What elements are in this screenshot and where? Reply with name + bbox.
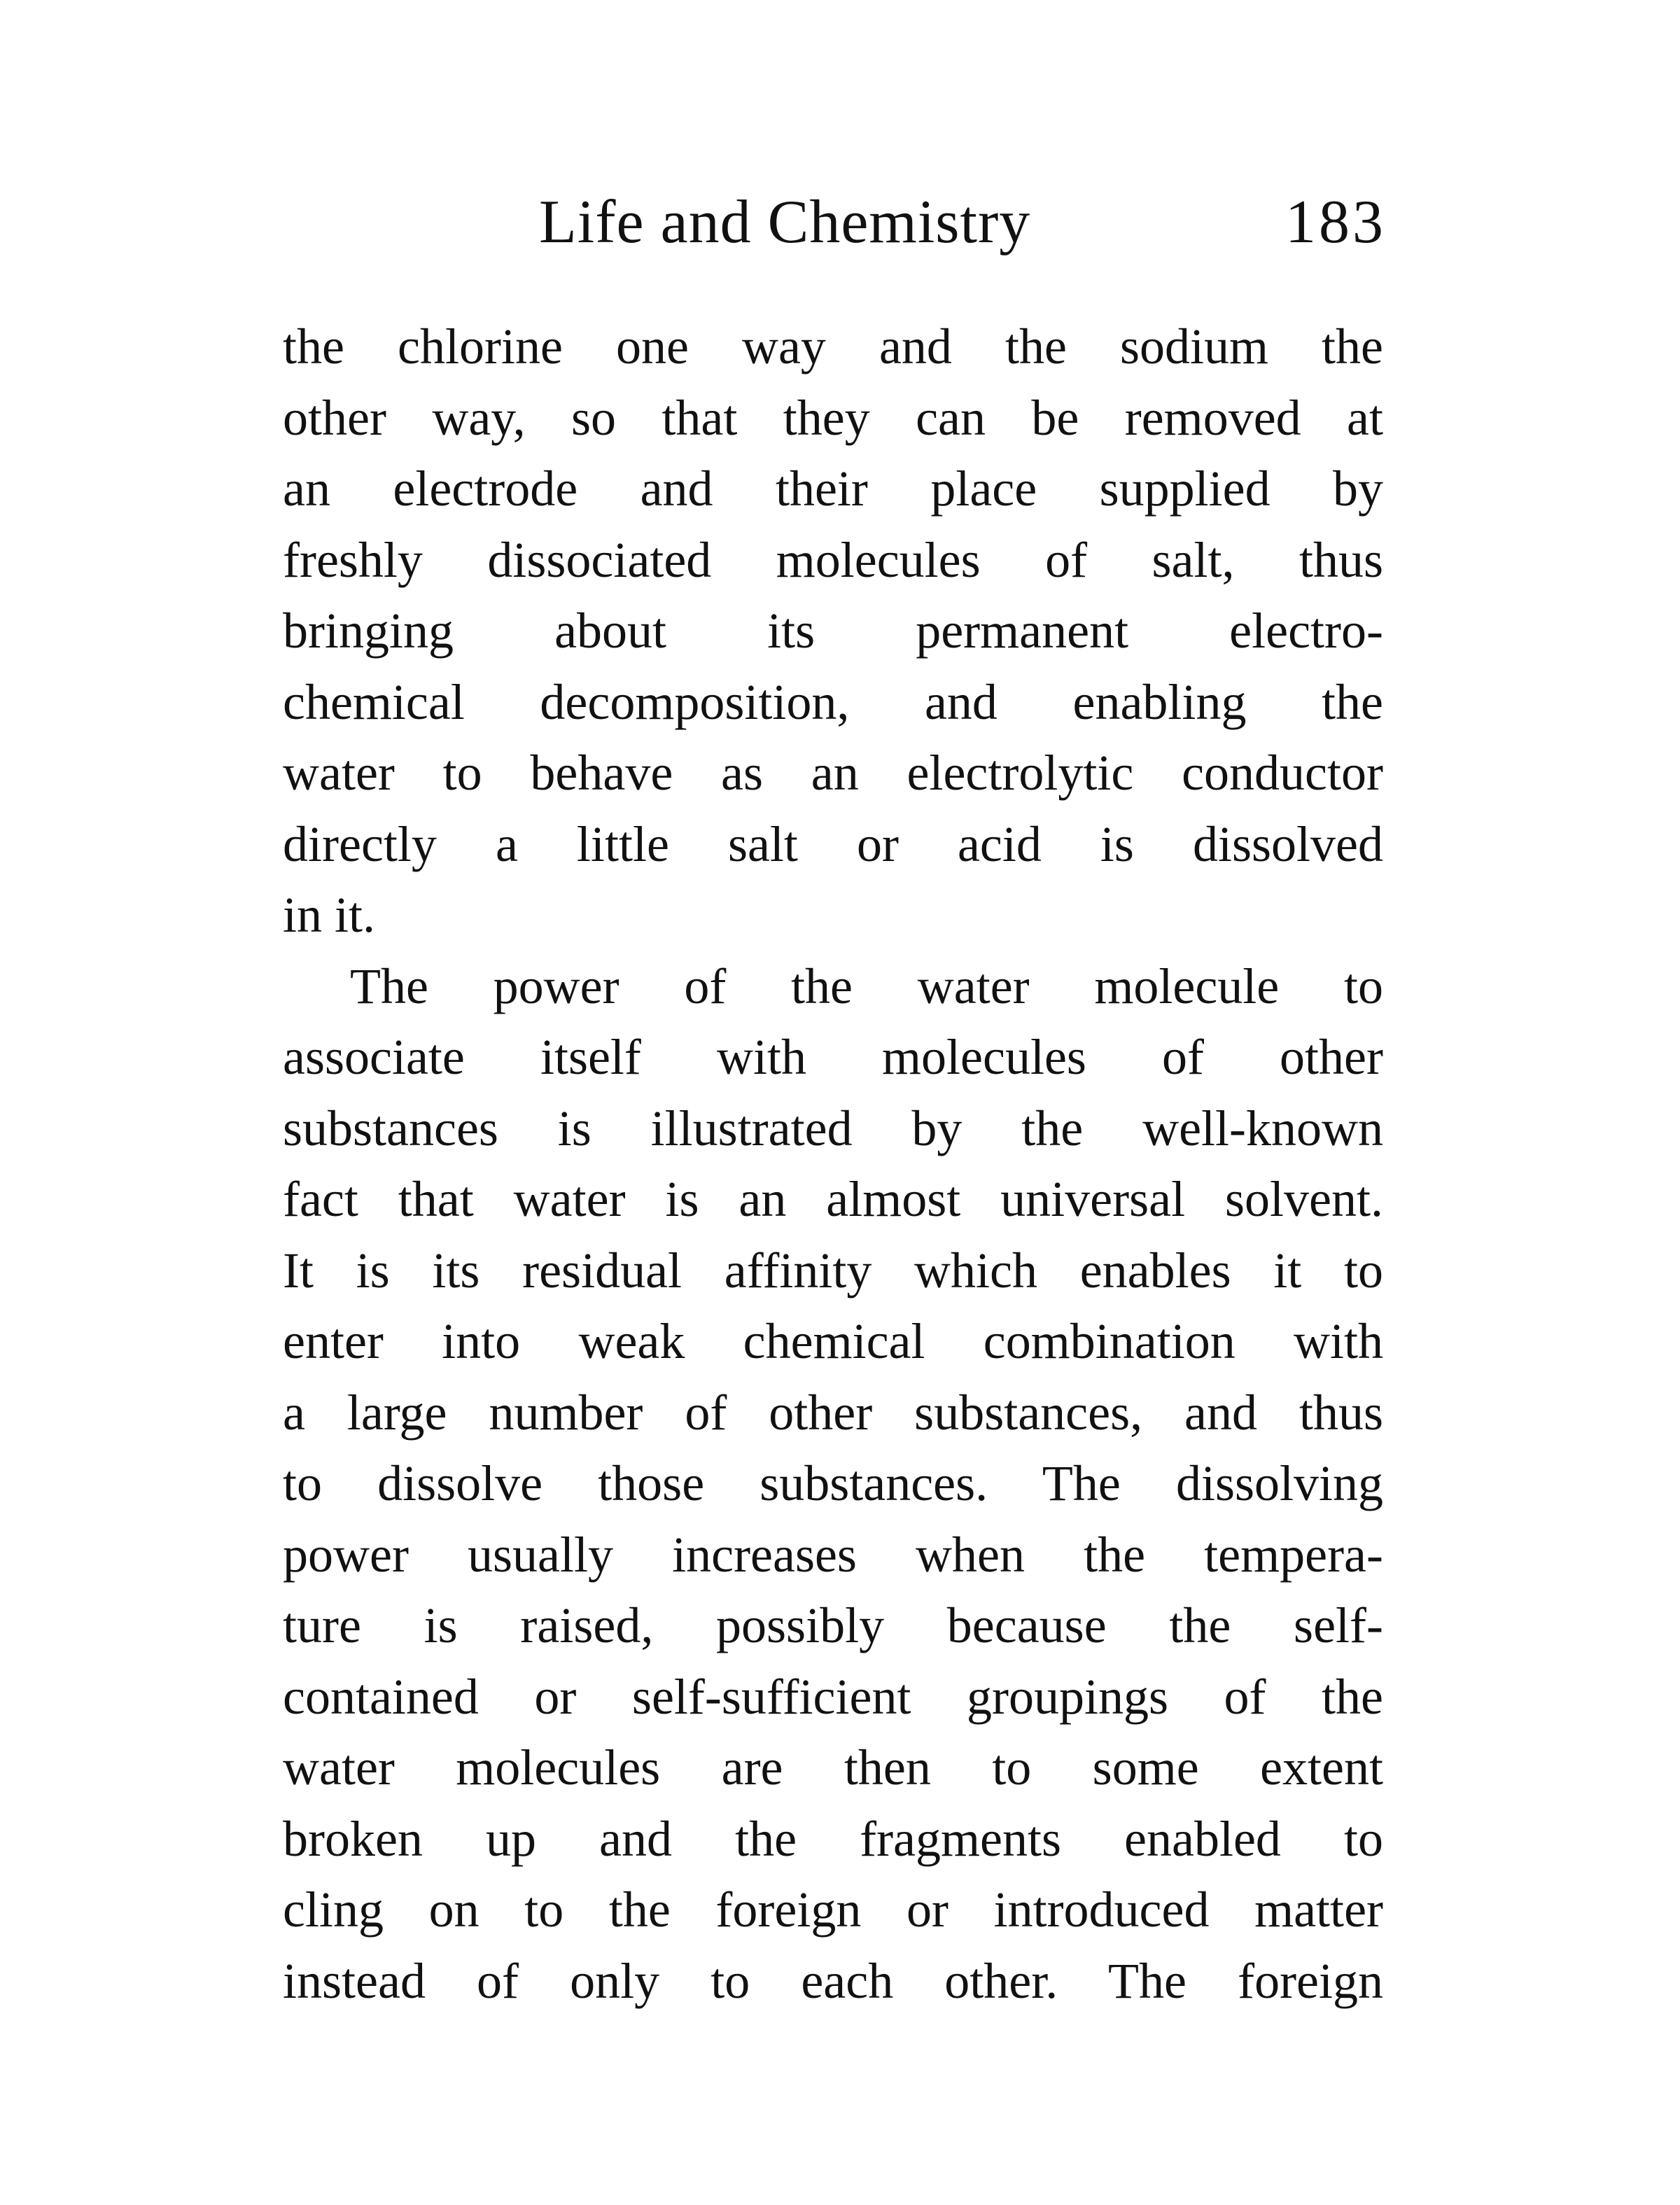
text-line: water to behave as an electrolytic conductor (283, 745, 1383, 801)
text-line: a large number of other substances, and thus (283, 1384, 1383, 1441)
paragraph-2 (283, 951, 1383, 2017)
page-number: 183 (1285, 188, 1386, 256)
text-line: directly a little salt or acid is dissolved (283, 816, 1383, 872)
text-line: other way, so that they can be removed at (283, 389, 1383, 446)
text-line: water molecules are then to some extent (283, 1740, 1383, 1795)
text-line: in it. (283, 887, 376, 943)
text-line: to dissolve those substances. The dissolving (283, 1455, 1383, 1511)
text-line: The power of the water molecule to (350, 958, 1383, 1014)
text-line: associate itself with molecules of other (283, 1029, 1383, 1085)
text-line: power usually increases when the tempera- (283, 1526, 1383, 1583)
text-line: broken up and the fragments enabled to (283, 1810, 1383, 1867)
text-line: ture is raised, possibly because the self- (283, 1597, 1383, 1653)
text-line: the chlorine one way and the sodium the (283, 318, 1383, 374)
text-line: It is its residual affinity which enables it to (283, 1242, 1383, 1298)
running-title: Life and Chemistry (539, 188, 1031, 256)
text-line: cling on to the foreign or introduced matter (283, 1882, 1383, 1938)
text-line: substances is illustrated by the well-known (283, 1100, 1383, 1156)
text-line: freshly dissociated molecules of salt, thus (283, 531, 1383, 588)
text-line: chemical decomposition, and enabling the (283, 673, 1383, 730)
text-line: bringing about its permanent electro- (283, 603, 1383, 659)
text-line: fact that water is an almost universal solvent. (283, 1171, 1383, 1227)
body-text (283, 312, 1383, 2017)
paragraph-1 (283, 312, 1383, 951)
text-line: an electrode and their place supplied by (283, 461, 1383, 517)
text-line: enter into weak chemical combination with (283, 1313, 1383, 1369)
text-line: instead of only to each other. The foreign (283, 1952, 1383, 2009)
running-head (532, 188, 1386, 265)
text-line: contained or self-sufficient groupings of the (283, 1668, 1383, 1725)
